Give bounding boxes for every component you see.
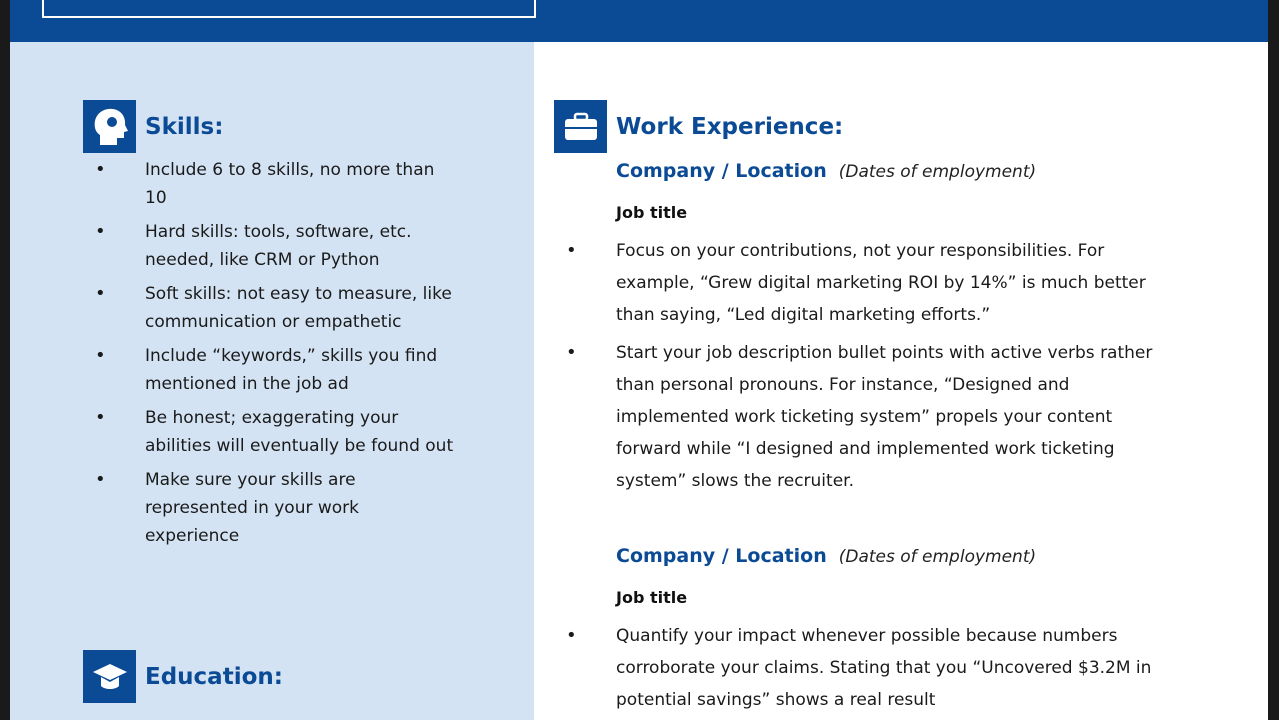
list-item: • Include “keywords,” skills you find mentioned in the job ad xyxy=(145,342,455,398)
graduation-cap-icon xyxy=(83,650,136,703)
job-title: Job title xyxy=(616,203,688,222)
work-bullets xyxy=(616,620,1176,720)
right-column xyxy=(534,42,1268,720)
name-box xyxy=(42,0,536,18)
employment-dates: (Dates of employment) xyxy=(838,162,1037,182)
job-title: Job title xyxy=(616,588,688,607)
work-experience-heading: Work Experience: xyxy=(616,114,844,140)
head-gear-icon xyxy=(83,100,136,153)
list-item: • Include 6 to 8 skills, no more than 10 xyxy=(145,156,455,212)
education-heading: Education: xyxy=(145,664,283,690)
list-item: • Be honest; exaggerating your abilities will eventually be found out xyxy=(145,404,455,460)
left-column xyxy=(10,42,534,720)
briefcase-icon xyxy=(554,100,607,153)
company-location xyxy=(616,160,1036,182)
company-name: Company / Location xyxy=(616,545,827,567)
work-bullets xyxy=(616,235,1176,503)
list-item: • Make sure your skills are represented in your work experience xyxy=(145,466,455,550)
company-name: Company / Location xyxy=(616,160,827,182)
employment-dates: (Dates of employment) xyxy=(838,547,1037,567)
resume-page xyxy=(10,0,1268,720)
company-location xyxy=(616,545,1036,567)
list-item: • Focus on your contributions, not your responsibilities. For example, “Grew digital marketing ROI by 14%” is much better than saying, “Led digital marketing efforts.” xyxy=(616,235,1176,331)
skills-heading: Skills: xyxy=(145,114,224,140)
list-item: • Quantify your impact whenever possible because numbers corroborate your claims. Stating that you “Uncovered $3.2M in potential savings” shows a real result xyxy=(616,620,1176,716)
skills-list xyxy=(145,156,455,556)
header-bar xyxy=(10,0,1268,42)
list-item: • Soft skills: not easy to measure, like communication or empathetic xyxy=(145,280,455,336)
list-item: • Hard skills: tools, software, etc. needed, like CRM or Python xyxy=(145,218,455,274)
list-item: • Start your job description bullet points with active verbs rather than personal pronouns. For instance, “Designed and implemented work ticketing system” propels your content forward while “I designed and implemented work ticketing system” slows the recruiter. xyxy=(616,337,1176,497)
